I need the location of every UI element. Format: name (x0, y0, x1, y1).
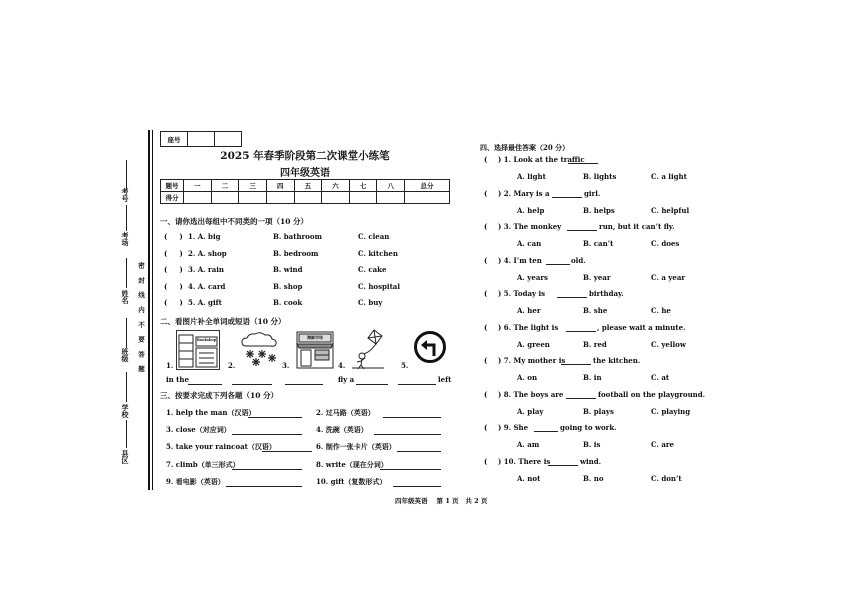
pic-number: 3. (282, 361, 290, 370)
answer-paren[interactable]: ( (484, 423, 488, 432)
picture-market (293, 328, 337, 370)
score-header-cell: 五 (294, 180, 322, 192)
answer-paren[interactable]: ( ) (164, 281, 183, 291)
answer-line[interactable] (262, 443, 312, 452)
option-c: C. are (651, 440, 674, 449)
answer-line[interactable] (557, 289, 587, 298)
score-cell[interactable] (349, 192, 377, 204)
side-label-name: 姓名 (121, 290, 130, 304)
question-text: ) 3. The monkey (498, 222, 562, 231)
option-a: A. years (517, 272, 548, 282)
pic-number: 5. (401, 361, 409, 370)
option-a: A. can (517, 239, 542, 248)
section1-row (160, 232, 460, 249)
task-item: 7. climb（单三形式） (166, 460, 240, 469)
answer-paren[interactable]: ( (484, 456, 488, 466)
side-blank-county (126, 420, 127, 448)
option-c: C. yellow (651, 339, 686, 349)
side-blank-exam-room (126, 205, 127, 231)
option-b: B. helps (583, 205, 615, 215)
question-text: ) 9. She (498, 423, 529, 432)
question-item (480, 189, 730, 223)
page-footer: 四年级英语 第 1 页 共 2 页 (395, 497, 488, 505)
question-text: ) 7. My mother is (498, 356, 566, 365)
section1-row (160, 298, 460, 315)
side-label-school: 学校 (121, 404, 130, 418)
option-c: C. hospital (358, 281, 401, 291)
pic-text-left: left (438, 375, 452, 384)
option-b: B. can’t (583, 239, 614, 248)
score-cell[interactable] (294, 192, 322, 204)
answer-line[interactable] (546, 256, 570, 265)
option-a: 4. A. card (188, 281, 226, 291)
answer-line[interactable] (285, 376, 323, 385)
score-cell[interactable] (322, 192, 350, 204)
question-tail: old. (571, 255, 586, 265)
option-a: A. not (517, 473, 541, 483)
question-tail: run, but it can’t fly. (599, 222, 675, 231)
score-cell[interactable] (239, 192, 267, 204)
task-item: 6. 制作一张卡片（英语） (316, 442, 396, 451)
option-b: B. cook (273, 298, 303, 307)
score-header-cell: 题号 (161, 180, 184, 192)
score-header-cell: 一 (184, 180, 212, 192)
answer-line[interactable] (552, 189, 582, 198)
turn-left-sign-icon (414, 331, 446, 363)
question-text: ) 6. The light is (498, 322, 559, 332)
score-header-cell: 七 (349, 180, 377, 192)
answer-line[interactable] (397, 443, 441, 452)
pic-number: 1. (166, 361, 174, 370)
option-a: A. play (517, 406, 544, 416)
option-b: B. in (583, 373, 602, 382)
section1-row (160, 282, 460, 299)
question-tail: girl. (584, 188, 601, 198)
option-a: A. on (517, 373, 538, 382)
side-label-exam-no: 考号 (121, 188, 130, 202)
score-header-cell: 六 (322, 180, 350, 192)
score-cell[interactable] (377, 192, 405, 204)
bookshop-icon (177, 331, 219, 369)
question-item (480, 390, 730, 424)
kite-icon (350, 328, 386, 370)
section1-row (160, 249, 460, 266)
option-b: B. is (583, 440, 601, 449)
picture-kite (350, 328, 386, 370)
answer-line[interactable] (226, 478, 302, 487)
question-item (480, 323, 730, 357)
question-text: ) 10. There is (498, 456, 551, 466)
option-b: B. lights (583, 172, 617, 181)
bookshop-sign: Bookshop (196, 338, 217, 342)
section3-heading: 三、按要求完成下列各题（10 分） (160, 391, 279, 400)
seat-cell[interactable] (188, 132, 215, 147)
question-item (480, 155, 730, 189)
question-text: ) 2. Mary is a (498, 188, 550, 198)
option-c: C. kitchen (358, 248, 398, 258)
question-item (480, 423, 730, 457)
question-text: ) 4. I’m ten (498, 255, 542, 265)
pic-number: 4. (338, 361, 346, 370)
option-b: B. shop (273, 281, 303, 291)
answer-paren[interactable]: ( ) (164, 265, 183, 274)
section4-heading: 四、选择最佳答案（20 分） (480, 143, 570, 152)
option-a: A. green (517, 339, 550, 349)
option-c: C. buy (358, 298, 383, 307)
option-c: C. clean (358, 232, 390, 241)
option-b: B. year (583, 272, 611, 282)
answer-paren[interactable]: ( (484, 222, 488, 231)
binding-line (148, 130, 150, 490)
answer-line[interactable] (561, 356, 591, 365)
score-table (160, 179, 450, 204)
option-b: B. bedroom (273, 248, 319, 258)
option-a: 3. A. rain (188, 265, 225, 274)
option-c: C. at (651, 373, 670, 382)
binding-line-inner (152, 130, 153, 490)
task-item: 9. 看电影（英语） (166, 477, 225, 486)
option-a: A. light (517, 172, 546, 181)
section1-row (160, 265, 460, 282)
task-item: 10. gift（复数形式） (316, 477, 387, 486)
option-c: C. playing (651, 406, 691, 416)
cloud-snow-icon (238, 330, 282, 368)
seat-cell[interactable] (215, 132, 242, 147)
option-a: 2. A. shop (188, 248, 227, 258)
picture-bookshop (176, 330, 220, 370)
answer-paren[interactable]: ( (484, 389, 488, 399)
page-subtitle: 四年级英语 (280, 168, 330, 179)
answer-line[interactable] (232, 461, 302, 470)
task-item: 1. help the man（汉语） (166, 408, 256, 417)
side-blank-name (126, 258, 127, 288)
score-cell[interactable] (211, 192, 239, 204)
section4-list (480, 155, 730, 490)
side-label-class: 班级 (121, 348, 130, 362)
question-item (480, 457, 730, 491)
seat-label: 座号 (161, 132, 188, 147)
question-tail: , please wait a minute. (597, 322, 686, 332)
page-title: 2025 年春季阶段第二次课堂小练笔 (220, 150, 390, 162)
option-b: B. plays (583, 406, 614, 416)
side-label-county: 县区 (121, 450, 130, 464)
side-label-exam-room: 考场 (121, 232, 130, 246)
question-item (480, 256, 730, 290)
section2-heading: 二、看图片补全单词或短语（10 分） (160, 317, 286, 326)
option-a: A. her (517, 306, 541, 315)
side-blank-school (126, 372, 127, 402)
option-b: B. wind (273, 265, 303, 274)
option-b: B. she (583, 306, 608, 315)
question-item (480, 289, 730, 323)
answer-paren[interactable]: ( (484, 155, 488, 164)
answer-paren[interactable]: ( (484, 289, 488, 298)
question-text: ) 8. The boys are (498, 389, 564, 399)
option-b: B. no (583, 473, 604, 483)
score-header-cell: 八 (377, 180, 405, 192)
section1-list (160, 232, 460, 315)
option-c: C. does (651, 239, 680, 248)
score-header-cell: 总分 (405, 180, 450, 192)
option-c: C. a light (651, 172, 687, 181)
question-text: ) 1. Look at the traffic (498, 155, 585, 164)
score-header-cell: 四 (266, 180, 294, 192)
answer-line[interactable] (566, 323, 596, 332)
answer-paren[interactable]: ( (484, 322, 488, 332)
answer-paren[interactable]: ( (484, 188, 488, 198)
question-tail: football on the playground. (598, 389, 706, 399)
answer-line[interactable] (567, 222, 597, 231)
picture-turn-left (414, 331, 446, 363)
option-a: A. help (517, 205, 545, 215)
answer-line[interactable] (548, 457, 578, 466)
seal-note: 密 封 线 内 不 要 答 题 (137, 262, 145, 375)
option-c: C. he (651, 306, 671, 315)
picture-snow (238, 330, 282, 368)
answer-line[interactable] (248, 409, 302, 418)
option-c: C. a year (651, 272, 686, 282)
score-cell[interactable] (184, 192, 212, 204)
option-b: B. bathroom (273, 232, 322, 241)
pic-text-in-the: in the (166, 375, 189, 384)
side-blank-exam-no (126, 160, 127, 190)
answer-line[interactable] (393, 478, 441, 487)
question-item (480, 356, 730, 390)
section1-heading: 一、请你选出每组中不同类的一项（10 分） (160, 217, 309, 226)
answer-line[interactable] (568, 155, 598, 164)
task-item: 5. take your raincoat（汉语） (166, 442, 276, 451)
option-c: C. don’t (651, 473, 682, 483)
seat-number-box (160, 131, 242, 147)
score-cell[interactable] (266, 192, 294, 204)
score-header-cell: 三 (239, 180, 267, 192)
answer-line[interactable] (534, 423, 558, 432)
answer-line[interactable] (566, 390, 596, 399)
task-item: 8. write（现在分词） (316, 460, 388, 469)
pic-number: 2. (228, 361, 236, 370)
market-sign: 海鲜市场 (307, 335, 323, 340)
answer-line[interactable] (380, 461, 441, 470)
option-c: C. helpful (651, 205, 690, 215)
score-header-cell: 二 (211, 180, 239, 192)
answer-line[interactable] (398, 376, 436, 385)
option-a: A. am (517, 440, 540, 449)
question-tail: birthday. (589, 289, 624, 298)
answer-line[interactable] (232, 376, 272, 385)
answer-paren[interactable]: ( (484, 356, 488, 365)
score-cell[interactable] (405, 192, 450, 204)
task-item: 3. close（对应词） (166, 425, 231, 434)
question-tail: going to work. (560, 423, 617, 432)
answer-paren[interactable]: ( ) (164, 298, 183, 307)
option-a: 1. A. big (188, 232, 221, 241)
question-item (480, 222, 730, 256)
answer-line[interactable] (188, 376, 222, 385)
task-item: 2. 过马路（英语） (316, 408, 375, 417)
answer-line[interactable] (232, 426, 302, 435)
answer-paren[interactable]: ( ) (164, 232, 183, 241)
question-tail: wind. (580, 456, 602, 466)
pic-text-fly-a: fly a (338, 375, 355, 384)
task-item: 4. 洗碗（英语） (316, 425, 368, 434)
answer-line[interactable] (383, 409, 441, 418)
option-c: C. cake (358, 265, 387, 274)
option-a: 5. A. gift (188, 298, 222, 307)
answer-line[interactable] (374, 426, 441, 435)
question-text: ) 5. Today is (498, 289, 546, 298)
side-blank-class (126, 318, 127, 348)
answer-paren[interactable]: ( ) (164, 248, 183, 258)
score-row-label: 得分 (161, 192, 184, 204)
option-b: B. red (583, 339, 607, 349)
answer-line[interactable] (356, 376, 388, 385)
question-tail: the kitchen. (593, 356, 641, 365)
answer-paren[interactable]: ( (484, 255, 488, 265)
